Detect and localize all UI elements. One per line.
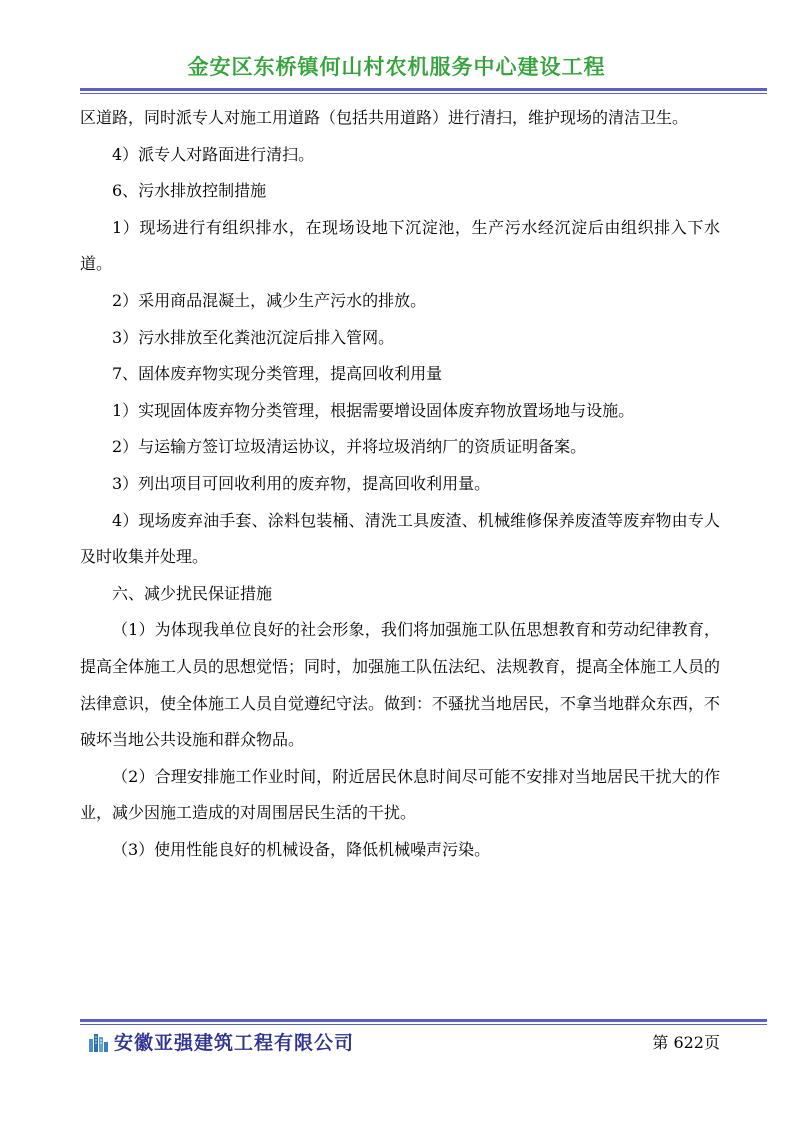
paragraph: 2）采用商品混凝土，减少生产污水的排放。 [112, 290, 427, 310]
paragraph: 1）实现固体废弃物分类管理，根据需要增设固体废弃物放置场地与设施。 [112, 400, 635, 420]
paragraph: 6、污水排放控制措施 [112, 181, 267, 201]
company-name: 安徽亚强建筑工程有限公司 [114, 1032, 355, 1054]
paragraph: 2）与运输方签订垃圾清运协议，并将垃圾消纳厂的资质证明备案。 [112, 437, 587, 457]
building-logo-icon [88, 1031, 110, 1053]
paragraph: （3）使用性能良好的机械设备，降低机械噪声污染。 [112, 839, 491, 859]
paragraph: 区道路，同时派专人对施工用道路（包括共用道路）进行清扫，维护现场的清洁卫生。 [80, 108, 689, 127]
document-body [80, 100, 720, 868]
paragraph: 3）污水排放至化粪池沉淀后排入管网。 [112, 327, 395, 347]
paragraph: （2）合理安排施工作业时间，附近居民休息时间尽可能不安排对当地居民干扰大的作业，减少因施工造成的对周围居民生活的干扰。 [80, 766, 720, 823]
paragraph: 六、减少扰民保证措施 [112, 583, 273, 603]
footer-rule [80, 1019, 767, 1025]
paragraph: 1）现场进行有组织排水，在现场设地下沉淀池，生产污水经沉淀后由组织排入下水道。 [80, 217, 720, 274]
header-rule [80, 88, 767, 94]
page-footer [88, 1029, 720, 1059]
paragraph: 4）派专人对路面进行清扫。 [112, 144, 315, 164]
paragraph: 7、固体废弃物实现分类管理，提高回收利用量 [112, 364, 443, 384]
paragraph: （1）为体现我单位良好的社会形象，我们将加强施工队伍思想教育和劳动纪律教育，提高全体施工人员的思想觉悟；同时，加强施工队伍法纪、法规教育，提高全体施工人员的法律意识，使全体施工人员自觉遵纪守法。做到：不骚扰当地居民，不拿当地群众东西，不破坏当地公共设施和群众物品。 [80, 620, 721, 750]
header-title: 金安区东桥镇何山村农机服务中心建设工程 [187, 55, 606, 79]
page-number: 第 622页 [652, 1033, 720, 1052]
paragraph: 4）现场废弃油手套、涂料包装桶、清洗工具废渣、机械维修保养废渣等废弃物由专人及时收集并处理。 [80, 510, 720, 567]
paragraph: 3）列出项目可回收利用的废弃物，提高回收利用量。 [112, 473, 491, 493]
